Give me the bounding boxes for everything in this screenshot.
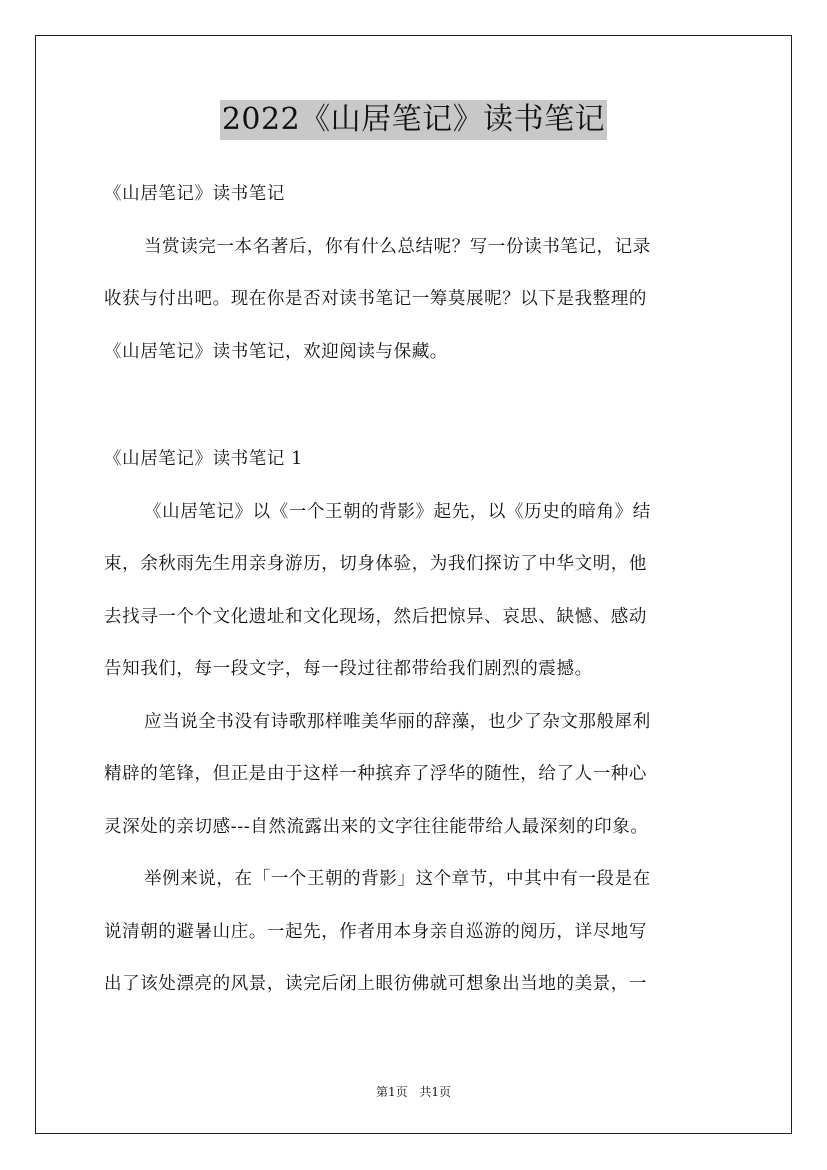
paragraph-line: 收获与付出吧。现在你是否对读书笔记一筹莫展呢？以下是我整理的 bbox=[104, 289, 647, 309]
paragraph-line: 应当说全书没有诗歌那样唯美华丽的辞藻，也少了杂文那般犀利 bbox=[144, 711, 651, 732]
page-number: 第1页 bbox=[375, 1085, 408, 1099]
page-total: 共1页 bbox=[419, 1085, 452, 1099]
section-heading: 《山居笔记》读书笔记 1 bbox=[104, 449, 303, 469]
title-container bbox=[0, 100, 827, 140]
paragraph-line: 去找寻一个个文化遗址和文化现场，然后把惊异、哀思、缺憾、感动 bbox=[104, 606, 647, 627]
paragraph-line: 灵深处的亲切感---自然流露出来的文字往往能带给人最深刻的印象。 bbox=[104, 816, 649, 837]
paragraph-line: 当赏读完一本名著后，你有什么总结呢？写一份读书笔记，记录 bbox=[144, 236, 651, 257]
paragraph-line: 《山居笔记》以《一个王朝的背影》起先，以《历史的暗角》结 bbox=[144, 501, 651, 522]
paragraph-line: 出了该处漂亮的风景，读完后闭上眼彷佛就可想象出当地的美景，一 bbox=[104, 974, 647, 994]
page-footer bbox=[0, 1082, 827, 1102]
paragraph-line: 精辟的笔锋，但正是由于这样一种摈弃了浮华的随性，给了人一种心 bbox=[104, 764, 647, 784]
document-title: 2022《山居笔记》读书笔记 bbox=[220, 100, 607, 140]
subtitle-line: 《山居笔记》读书笔记 bbox=[104, 184, 285, 204]
document-body bbox=[104, 172, 744, 1015]
paragraph-line: 《山居笔记》读书笔记，欢迎阅读与保藏。 bbox=[104, 341, 448, 362]
paragraph-line: 举例来说，在「一个王朝的背影」这个章节，中其中有一段是在 bbox=[144, 869, 651, 889]
paragraph-line: 说清朝的避暑山庄。一起先，作者用本身亲自巡游的阅历，详尽地写 bbox=[104, 921, 647, 942]
paragraph-line: 束，余秋雨先生用亲身游历，切身体验，为我们探访了中华文明，他 bbox=[104, 554, 647, 574]
paragraph-line: 告知我们，每一段文字，每一段过往都带给我们剧烈的震撼。 bbox=[104, 659, 593, 679]
